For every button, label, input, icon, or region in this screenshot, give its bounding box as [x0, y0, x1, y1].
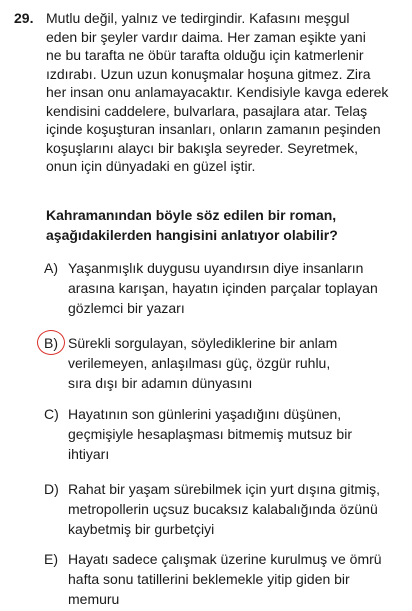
- option-line: arasına karışan, hayatın içinden parçalar toplayan: [68, 280, 378, 296]
- option-line: Hayatı sadece çalışmak üzerine kurulmuş ve ömrü: [68, 551, 382, 567]
- option-line: sıra dışı bir adamın dünyasını: [68, 375, 253, 391]
- option-text: [68, 404, 403, 464]
- option-line: Sürekli sorgulayan, söylediklerine bir anlam: [68, 335, 338, 351]
- option-letter: E): [44, 551, 58, 567]
- prompt-line: aşağıdakilerden hangisini anlatıyor olabilir?: [46, 227, 338, 243]
- question-passage: [46, 9, 396, 176]
- option-line: Hayatının son günlerini yaşadığını düşünen,: [68, 406, 342, 422]
- prompt-line: Kahramanından böyle söz edilen bir roman,: [46, 207, 337, 223]
- option-line: hafta sonu tatillerini beklemekle yitip giden bir: [68, 571, 350, 587]
- option-line: Yaşanmışlık duygusu uyandırsın diye insanların: [68, 260, 364, 276]
- option-line: gözlemci bir yazarı: [68, 300, 185, 316]
- question-prompt: [46, 205, 396, 245]
- option-letter: A): [44, 260, 58, 276]
- question-number: 29.: [14, 10, 34, 26]
- option-text: [68, 258, 403, 318]
- option-text: [68, 333, 403, 393]
- option-letter: C): [44, 406, 59, 422]
- passage-line: eden bir şeyler vardır daima. Her zaman eşikte yani: [46, 28, 366, 45]
- option-line: memuru: [68, 591, 120, 607]
- option-text: [68, 479, 403, 539]
- option-line: geçmişiyle hesaplaşması bitmemiş mutsuz bir: [68, 426, 352, 442]
- option-letter: D): [44, 481, 59, 497]
- option-line: Rahat bir yaşam sürebilmek için yurt dışına gitmiş,: [68, 481, 380, 497]
- passage-line: koşuşlarını alaycı bir bakışla seyreder. Seyretmek,: [46, 139, 359, 156]
- passage-line: ızdırabı. Uzun uzun konuşmalar hoşuna gitmez. Zira: [46, 65, 371, 82]
- passage-line: içinde koşuşturan insanları, onların zamanın peşinden: [46, 121, 381, 137]
- passage-line: onun için dünyadaki en güzel iştir.: [46, 158, 256, 174]
- option-text: [68, 549, 403, 609]
- option-line: kaybetmiş bir gurbetçiyi: [68, 521, 215, 537]
- passage-line: Mutlu değil, yalnız ve tedirgindir. Kafasını meşgul: [46, 10, 350, 26]
- option-line: metropollerin uçsuz bucaksız kalabalığında özünü: [68, 501, 378, 517]
- passage-line: her insan onu anlamayacaktır. Kendisiyle kavga ederek: [46, 84, 389, 100]
- option-letter: B): [44, 335, 58, 351]
- passage-line: kendisini caddelere, bulvarlara, pasajlara atar. Telaş: [46, 102, 368, 119]
- option-line: verilemeyen, anlaşılması güç, özgür ruhlu,: [68, 355, 331, 371]
- option-line: ihtiyarı: [68, 446, 110, 462]
- passage-line: ne bu tarafta ne öbür tarafta olduğu için katmerlenir: [46, 47, 364, 63]
